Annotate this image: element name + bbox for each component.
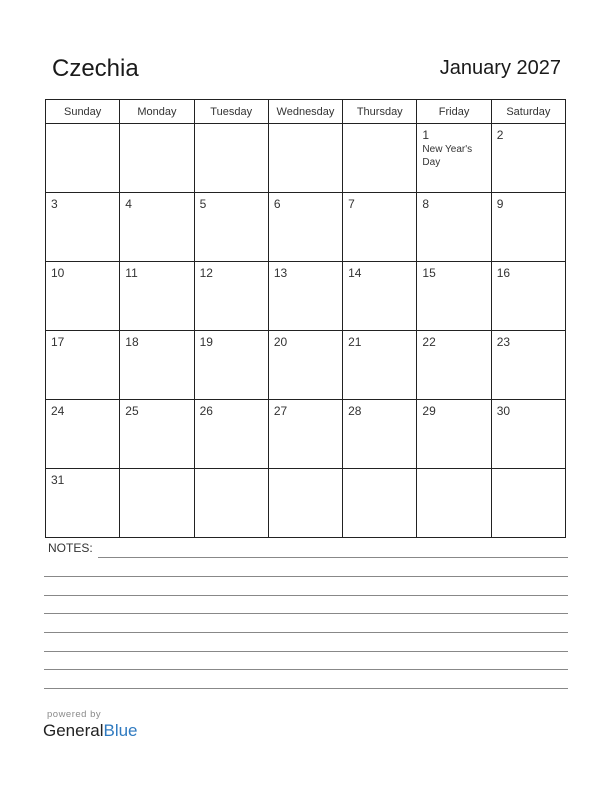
- calendar-day-cell: [343, 262, 417, 331]
- calendar-day-cell: [120, 124, 194, 193]
- calendar-day-cell: [491, 331, 565, 400]
- day-number: 17: [51, 335, 65, 349]
- day-number: 28: [348, 404, 362, 418]
- day-number: 1: [422, 128, 430, 142]
- calendar-day-cell: [491, 124, 565, 193]
- notes-line: [44, 632, 568, 633]
- calendar-day-cell: [343, 193, 417, 262]
- day-number: 13: [273, 266, 288, 280]
- logo-blue-text: Blue: [103, 721, 138, 740]
- calendar-day-cell: [491, 262, 565, 331]
- calendar-day-cell: [268, 331, 342, 400]
- day-number: 26: [199, 404, 213, 418]
- day-number: 5: [199, 197, 207, 211]
- calendar-day-cell: [194, 193, 268, 262]
- day-number: 18: [125, 335, 139, 349]
- calendar-day-cell: [194, 262, 268, 331]
- calendar-week-row: [46, 400, 566, 469]
- day-number: 8: [422, 197, 430, 211]
- calendar-day-cell: [491, 400, 565, 469]
- notes-line: [98, 557, 568, 558]
- calendar-day-cell: [46, 469, 120, 538]
- day-number: 30: [496, 404, 511, 418]
- calendar-day-cell: [120, 193, 194, 262]
- notes-label: NOTES:: [48, 541, 93, 555]
- notes-line: [44, 595, 568, 596]
- calendar-grid: [45, 99, 566, 538]
- holiday-label: New Year's Day: [422, 144, 473, 168]
- day-number: 3: [51, 197, 58, 211]
- calendar-day-cell: [417, 262, 491, 331]
- notes-line: [44, 688, 568, 689]
- calendar-week-row: [46, 469, 566, 538]
- day-number: 10: [51, 266, 65, 280]
- calendar-day-cell: [268, 124, 342, 193]
- weekday-header: Wednesday: [268, 100, 342, 124]
- country-title: Czechia: [52, 55, 139, 82]
- weekday-header: Friday: [417, 100, 491, 124]
- day-number: 20: [273, 335, 288, 349]
- day-number: 14: [348, 266, 362, 280]
- day-number: 11: [125, 266, 138, 280]
- day-number: 21: [348, 335, 362, 349]
- day-number: 25: [125, 404, 139, 418]
- powered-by-text: powered by: [47, 709, 102, 720]
- notes-line: [44, 613, 568, 614]
- weekday-header-row: [46, 100, 566, 124]
- day-number: 7: [348, 197, 355, 211]
- calendar-day-cell: [46, 331, 120, 400]
- calendar-week-row: [46, 331, 566, 400]
- day-number: 6: [273, 197, 281, 211]
- notes-line: [44, 651, 568, 652]
- calendar-day-cell: [417, 400, 491, 469]
- calendar-day-cell: [268, 400, 342, 469]
- calendar-day-cell: [194, 331, 268, 400]
- calendar-day-cell: [343, 331, 417, 400]
- calendar-day-cell: [268, 193, 342, 262]
- day-number: 9: [496, 197, 504, 211]
- calendar-day-cell: [46, 193, 120, 262]
- calendar-day-cell: [268, 262, 342, 331]
- weekday-header: Saturday: [491, 100, 565, 124]
- weekday-header: Sunday: [46, 100, 120, 124]
- calendar-day-cell: [417, 469, 491, 538]
- logo-general-text: General: [43, 721, 104, 740]
- day-number: 4: [125, 197, 132, 211]
- day-number: 12: [199, 266, 213, 280]
- calendar-week-row: [46, 193, 566, 262]
- calendar-day-cell: [491, 193, 565, 262]
- calendar-day-cell: [120, 262, 194, 331]
- day-number: 15: [422, 266, 436, 280]
- day-number: 24: [51, 404, 65, 418]
- calendar-day-cell: [120, 400, 194, 469]
- calendar-day-cell: [120, 469, 194, 538]
- day-number: 23: [496, 335, 511, 349]
- notes-line: [44, 669, 568, 670]
- calendar-day-cell: [46, 262, 120, 331]
- weekday-header: Tuesday: [194, 100, 268, 124]
- calendar-day-cell: [417, 124, 491, 193]
- day-number: 22: [422, 335, 436, 349]
- calendar-day-cell: [343, 124, 417, 193]
- calendar-day-cell: [46, 400, 120, 469]
- calendar-day-cell: [417, 331, 491, 400]
- calendar-day-cell: [194, 400, 268, 469]
- notes-line: [44, 576, 568, 577]
- calendar-day-cell: [343, 469, 417, 538]
- calendar-day-cell: [491, 469, 565, 538]
- weekday-header: Thursday: [343, 100, 417, 124]
- calendar-day-cell: [343, 400, 417, 469]
- day-number: 27: [273, 404, 288, 418]
- day-number: 29: [422, 404, 436, 418]
- generalblue-logo: [43, 721, 138, 741]
- calendar-week-row: [46, 262, 566, 331]
- calendar-day-cell: [268, 469, 342, 538]
- day-number: 19: [199, 335, 213, 349]
- calendar-day-cell: [194, 469, 268, 538]
- day-number: 16: [496, 266, 511, 280]
- day-number: 2: [496, 128, 504, 142]
- calendar-week-row: [46, 124, 566, 193]
- month-year-title: January 2027: [439, 57, 561, 79]
- calendar-day-cell: [120, 331, 194, 400]
- weekday-header: Monday: [120, 100, 194, 124]
- calendar-day-cell: [194, 124, 268, 193]
- calendar-day-cell: [417, 193, 491, 262]
- calendar-day-cell: [46, 124, 120, 193]
- day-number: 31: [51, 473, 65, 487]
